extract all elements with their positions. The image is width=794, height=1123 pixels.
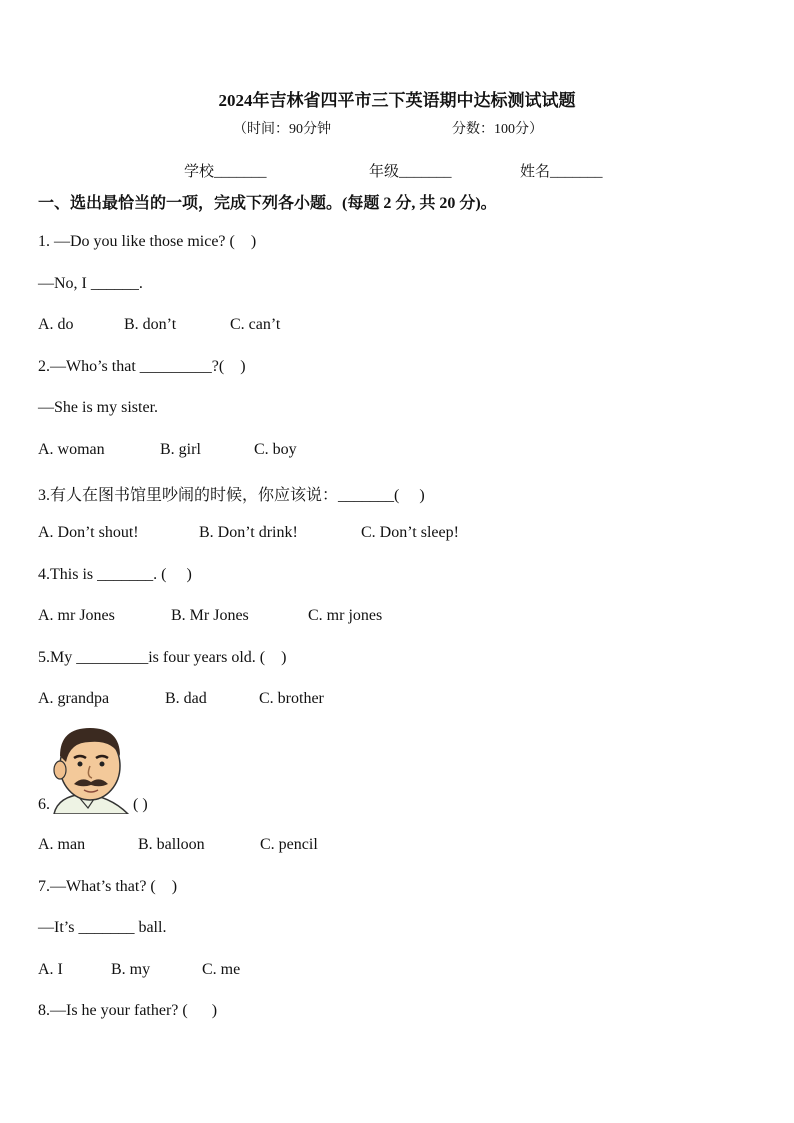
- option-b: B. don’t: [124, 316, 177, 333]
- option-c: C. can’t: [230, 316, 281, 333]
- grade-field: 年级_______: [369, 164, 452, 180]
- option-a: A. woman: [38, 441, 105, 458]
- option-a: A. man: [38, 836, 86, 853]
- question-2-reply: —She is my sister.: [38, 399, 159, 416]
- option-c: C. brother: [259, 690, 324, 707]
- man-face-image: [44, 722, 130, 814]
- question-2-options: [38, 441, 297, 459]
- question-4-options: [38, 607, 382, 625]
- option-a: A. Don’t shout!: [38, 524, 139, 541]
- school-field: 学校_______: [184, 164, 267, 180]
- question-4-stem: 4.This is _______. ( ): [38, 566, 192, 583]
- option-a: A. do: [38, 316, 74, 333]
- option-b: B. Don’t drink!: [199, 524, 298, 541]
- option-c: C. boy: [254, 441, 297, 458]
- question-1-options: [38, 316, 280, 334]
- option-b: B. balloon: [138, 836, 205, 853]
- option-c: C. mr jones: [308, 607, 383, 624]
- page-title: 2024年吉林省四平市三下英语期中达标测试试题: [218, 91, 576, 110]
- question-8-stem: 8.—Is he your father? ( ): [38, 1002, 218, 1019]
- question-1-reply: —No, I ______.: [38, 275, 143, 292]
- question-6-options: [38, 836, 318, 854]
- name-field: 姓名_______: [520, 164, 603, 180]
- question-5-stem: 5.My _________is four years old. ( ): [38, 649, 287, 666]
- option-b: B. girl: [160, 441, 201, 458]
- section-heading: 一、选出最恰当的一项，完成下列各小题。(每题 2 分, 共 20 分)。: [38, 195, 497, 212]
- exam-score: 分数：100分）: [452, 122, 543, 137]
- option-a: A. grandpa: [38, 690, 110, 707]
- question-6-paren: ( ): [133, 796, 148, 813]
- option-c: C. me: [202, 961, 241, 978]
- option-c: C. pencil: [260, 836, 318, 853]
- question-7-stem: 7.—What’s that? ( ): [38, 878, 178, 895]
- question-7-options: [38, 961, 240, 979]
- option-c: C. Don’t sleep!: [361, 524, 459, 541]
- exam-time: （时间：90分钟: [233, 122, 331, 137]
- question-1-stem: 1. —Do you like those mice? ( ): [38, 233, 257, 250]
- question-5-options: [38, 690, 324, 708]
- option-b: B. my: [111, 961, 151, 978]
- option-b: B. Mr Jones: [171, 607, 249, 624]
- option-a: A. mr Jones: [38, 607, 115, 624]
- option-a: A. I: [38, 961, 63, 978]
- question-7-reply: —It’s _______ ball.: [38, 919, 167, 936]
- question-2-stem: 2.—Who’s that _________?( ): [38, 358, 246, 375]
- question-3-stem: 3.有人在图书馆里吵闹的时候，你应该说：_______( ): [38, 487, 425, 504]
- option-b: B. dad: [165, 690, 207, 707]
- question-6-number: 6.: [38, 796, 50, 813]
- question-3-options: [38, 524, 459, 542]
